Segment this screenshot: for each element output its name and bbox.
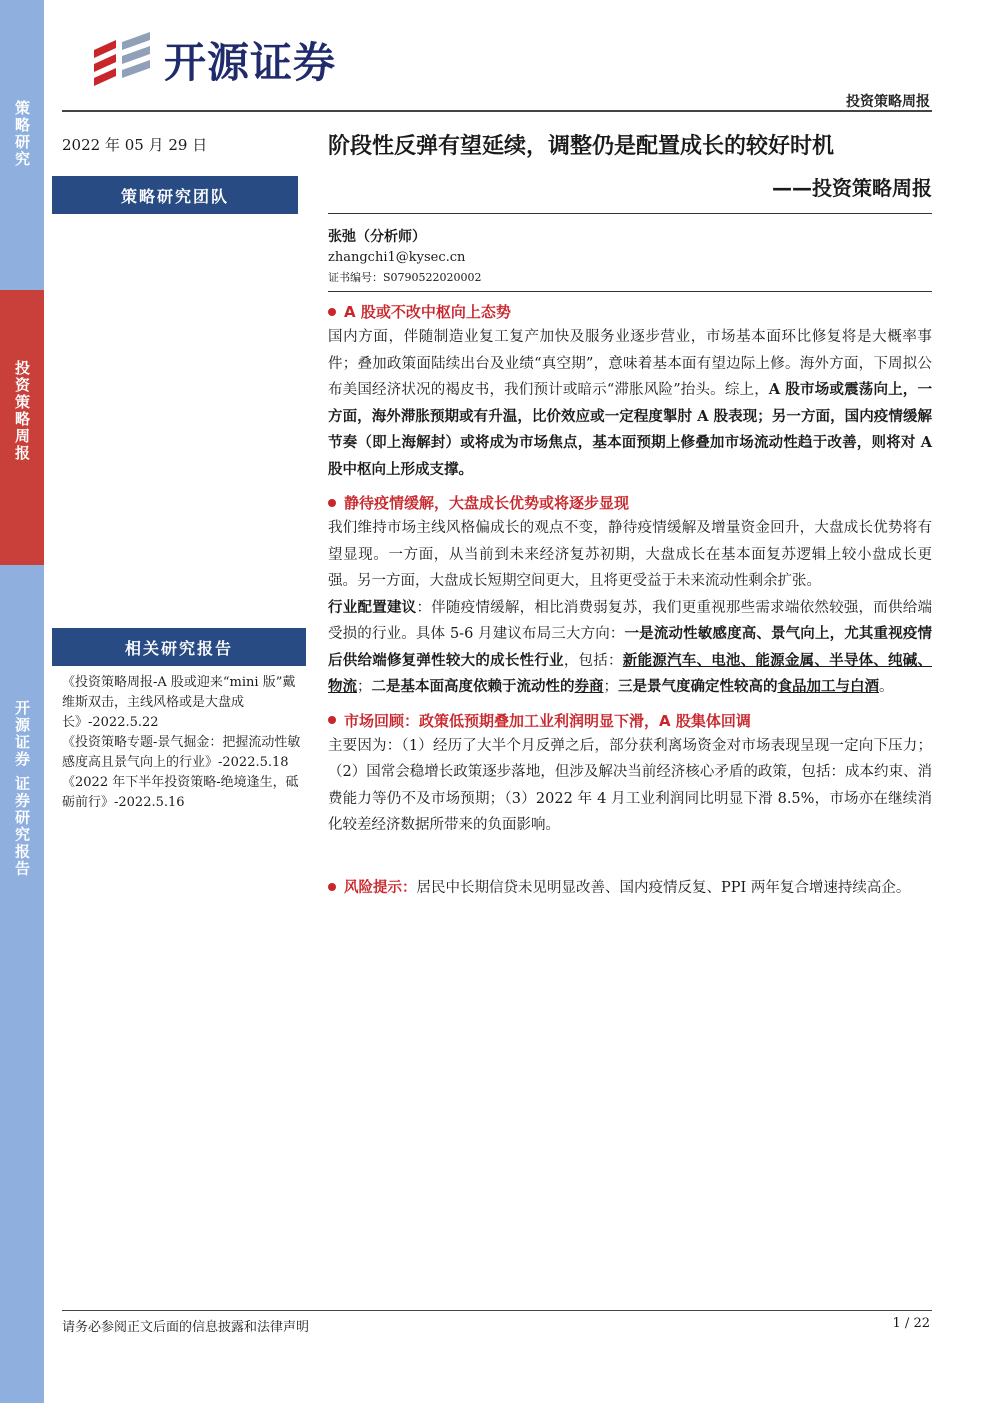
section-paragraph (328, 324, 932, 483)
side-label-broker (0, 700, 44, 920)
section-heading-text: 静待疫情缓解，大盘成长优势或将逐步显现 (344, 494, 630, 512)
bullet-icon (328, 716, 336, 724)
section-heading (328, 300, 932, 324)
para-bold-text: 行业配置建议 (328, 598, 417, 616)
header-tag: 投资策略周报 (846, 94, 930, 110)
title-divider (328, 213, 932, 214)
main-content (328, 130, 932, 901)
section-heading (328, 491, 932, 515)
risk-label: 风险提示： (344, 878, 417, 896)
related-label: 相关研究报告 (52, 628, 306, 666)
logo-mark-icon (88, 30, 160, 90)
bullet-icon (328, 308, 336, 316)
side-text-strategy: 策略研究 (13, 100, 31, 168)
side-text-broker: 开源证券 证券研究报告 (13, 700, 31, 878)
related-item[interactable]: 《投资策略周报-A 股或迎来“mini 版”戴维斯双击，主线风格或是大盘成长》-2022.5.22 (62, 675, 296, 730)
para-bold-text: 二是基本面高度依赖于流动性的 (371, 678, 575, 695)
section-2 (328, 491, 932, 701)
para-bold-text: A 股市场或震荡向上，一方面，海外滞胀预期或有升温，比价效应或一定程度掣肘 A 股表现；另一方面，国内疫情缓解节奏（即上海解封）或将成为市场焦点，基本面预期上修叠加市场流动性趋于改善，则将对 A 股中枢向上形成支撑。 (328, 381, 932, 478)
report-date: 2022 年 05 月 29 日 (62, 136, 208, 154)
para-underline-text: 食品加工与白酒 (777, 678, 879, 695)
side-text-weekly: 投资策略周报 (13, 360, 31, 462)
section-1 (328, 300, 932, 483)
logo (88, 30, 336, 90)
section-paragraph (328, 595, 932, 701)
header-divider (62, 110, 932, 112)
para-bold-text: 一是流动性敏感度高、景气向上，尤其重视疫情后供给端修复弹性较大的成长性行业 (328, 625, 932, 669)
related-list (62, 673, 308, 813)
para-text: ，包括： (563, 652, 623, 669)
bullet-icon (328, 883, 336, 891)
section-paragraph: 主要因为：（1）经历了大半个月反弹之后，部分获利离场资金对市场表现呈现一定向下压力；（2）国常会稳增长政策逐步落地，但涉及解决当前经济核心矛盾的政策，包括：成本约束、消费能力等仍不及市场预期；（3）2022 年 4 月工业利润同比明显下滑 8.5%，市场亦在继续消化较差经济数据所带来的负面影响。 (328, 737, 932, 833)
section-3 (328, 709, 932, 839)
risk-section (328, 875, 932, 902)
report-subtitle: ——投资策略周报 (772, 176, 932, 200)
para-text: 国内方面，伴随制造业复工复产加快及服务业逐步营业，市场基本面环比修复将是大概率事件；叠加政策面陆续出台及业绩“真空期”，意味着基本面有望边际上修。海外方面，下周拟公布美国经济状况的褐皮书，我们预计或暗示“滞胀风险”抬头。综上， (328, 329, 932, 398)
page-number: 1 / 22 (892, 1316, 930, 1331)
para-underline-text: 券商 (574, 678, 604, 695)
para-text: 。 (879, 679, 894, 695)
side-label-strategy (0, 100, 44, 290)
logo-text: 开源证券 (164, 38, 337, 87)
para-text: ：伴随疫情缓解，相比消费弱复苏，我们更重视那些需求端依然较强，而供给端受损的行业。具体 5-6 月建议布局三大方向： (328, 599, 933, 642)
section-heading-text: 市场回顾：政策低预期叠加工业利润明显下滑，A 股集体回调 (344, 711, 751, 730)
cert-number: 证书编号：S0790522020002 (328, 271, 482, 284)
risk-text: 居民中长期信贷未见明显改善、国内疫情反复、PPI 两年复合增速持续高企。 (416, 879, 911, 896)
report-title: 阶段性反弹有望延续，调整仍是配置成长的较好时机 (328, 134, 835, 159)
para-underline-text: 新能源汽车、电池、能源金属、半导体、纯碱、物流 (328, 651, 933, 695)
footer-divider (62, 1310, 932, 1311)
author: 张弛（分析师） (328, 229, 426, 245)
side-strip (0, 0, 44, 1403)
related-item[interactable]: 《2022 年下半年投资策略-绝境逢生，砥砺前行》-2022.5.16 (62, 775, 299, 810)
para-bold-text: 三是景气度确定性较高的 (618, 678, 778, 695)
section-heading-text: A 股或不改中枢向上态势 (344, 303, 511, 321)
section-paragraph: 我们维持市场主线风格偏成长的观点不变，静待疫情缓解及增量资金回升，大盘成长优势将有望显现。一方面，从当前到未来经济复苏初期，大盘成长在基本面复苏逻辑上较小盘成长更强。另一方面，大盘成长短期空间更大，且将更受益于未来流动性剩余扩张。 (328, 520, 932, 589)
para-text: ； (357, 679, 372, 695)
bullet-icon (328, 499, 336, 507)
footer-disclaimer: 请务必参阅正文后面的信息披露和法律声明 (62, 1320, 310, 1335)
para-text: ； (603, 679, 618, 695)
team-label: 策略研究团队 (52, 176, 298, 214)
related-item[interactable]: 《投资策略专题-景气掘金：把握流动性敏感度高且景气向上的行业》-2022.5.18 (62, 735, 301, 770)
author-email[interactable]: zhangchi1@kysec.cn (328, 250, 466, 265)
side-label-weekly (0, 290, 44, 565)
risk-paragraph (328, 875, 932, 902)
author-divider (328, 291, 932, 292)
section-heading (328, 709, 932, 733)
